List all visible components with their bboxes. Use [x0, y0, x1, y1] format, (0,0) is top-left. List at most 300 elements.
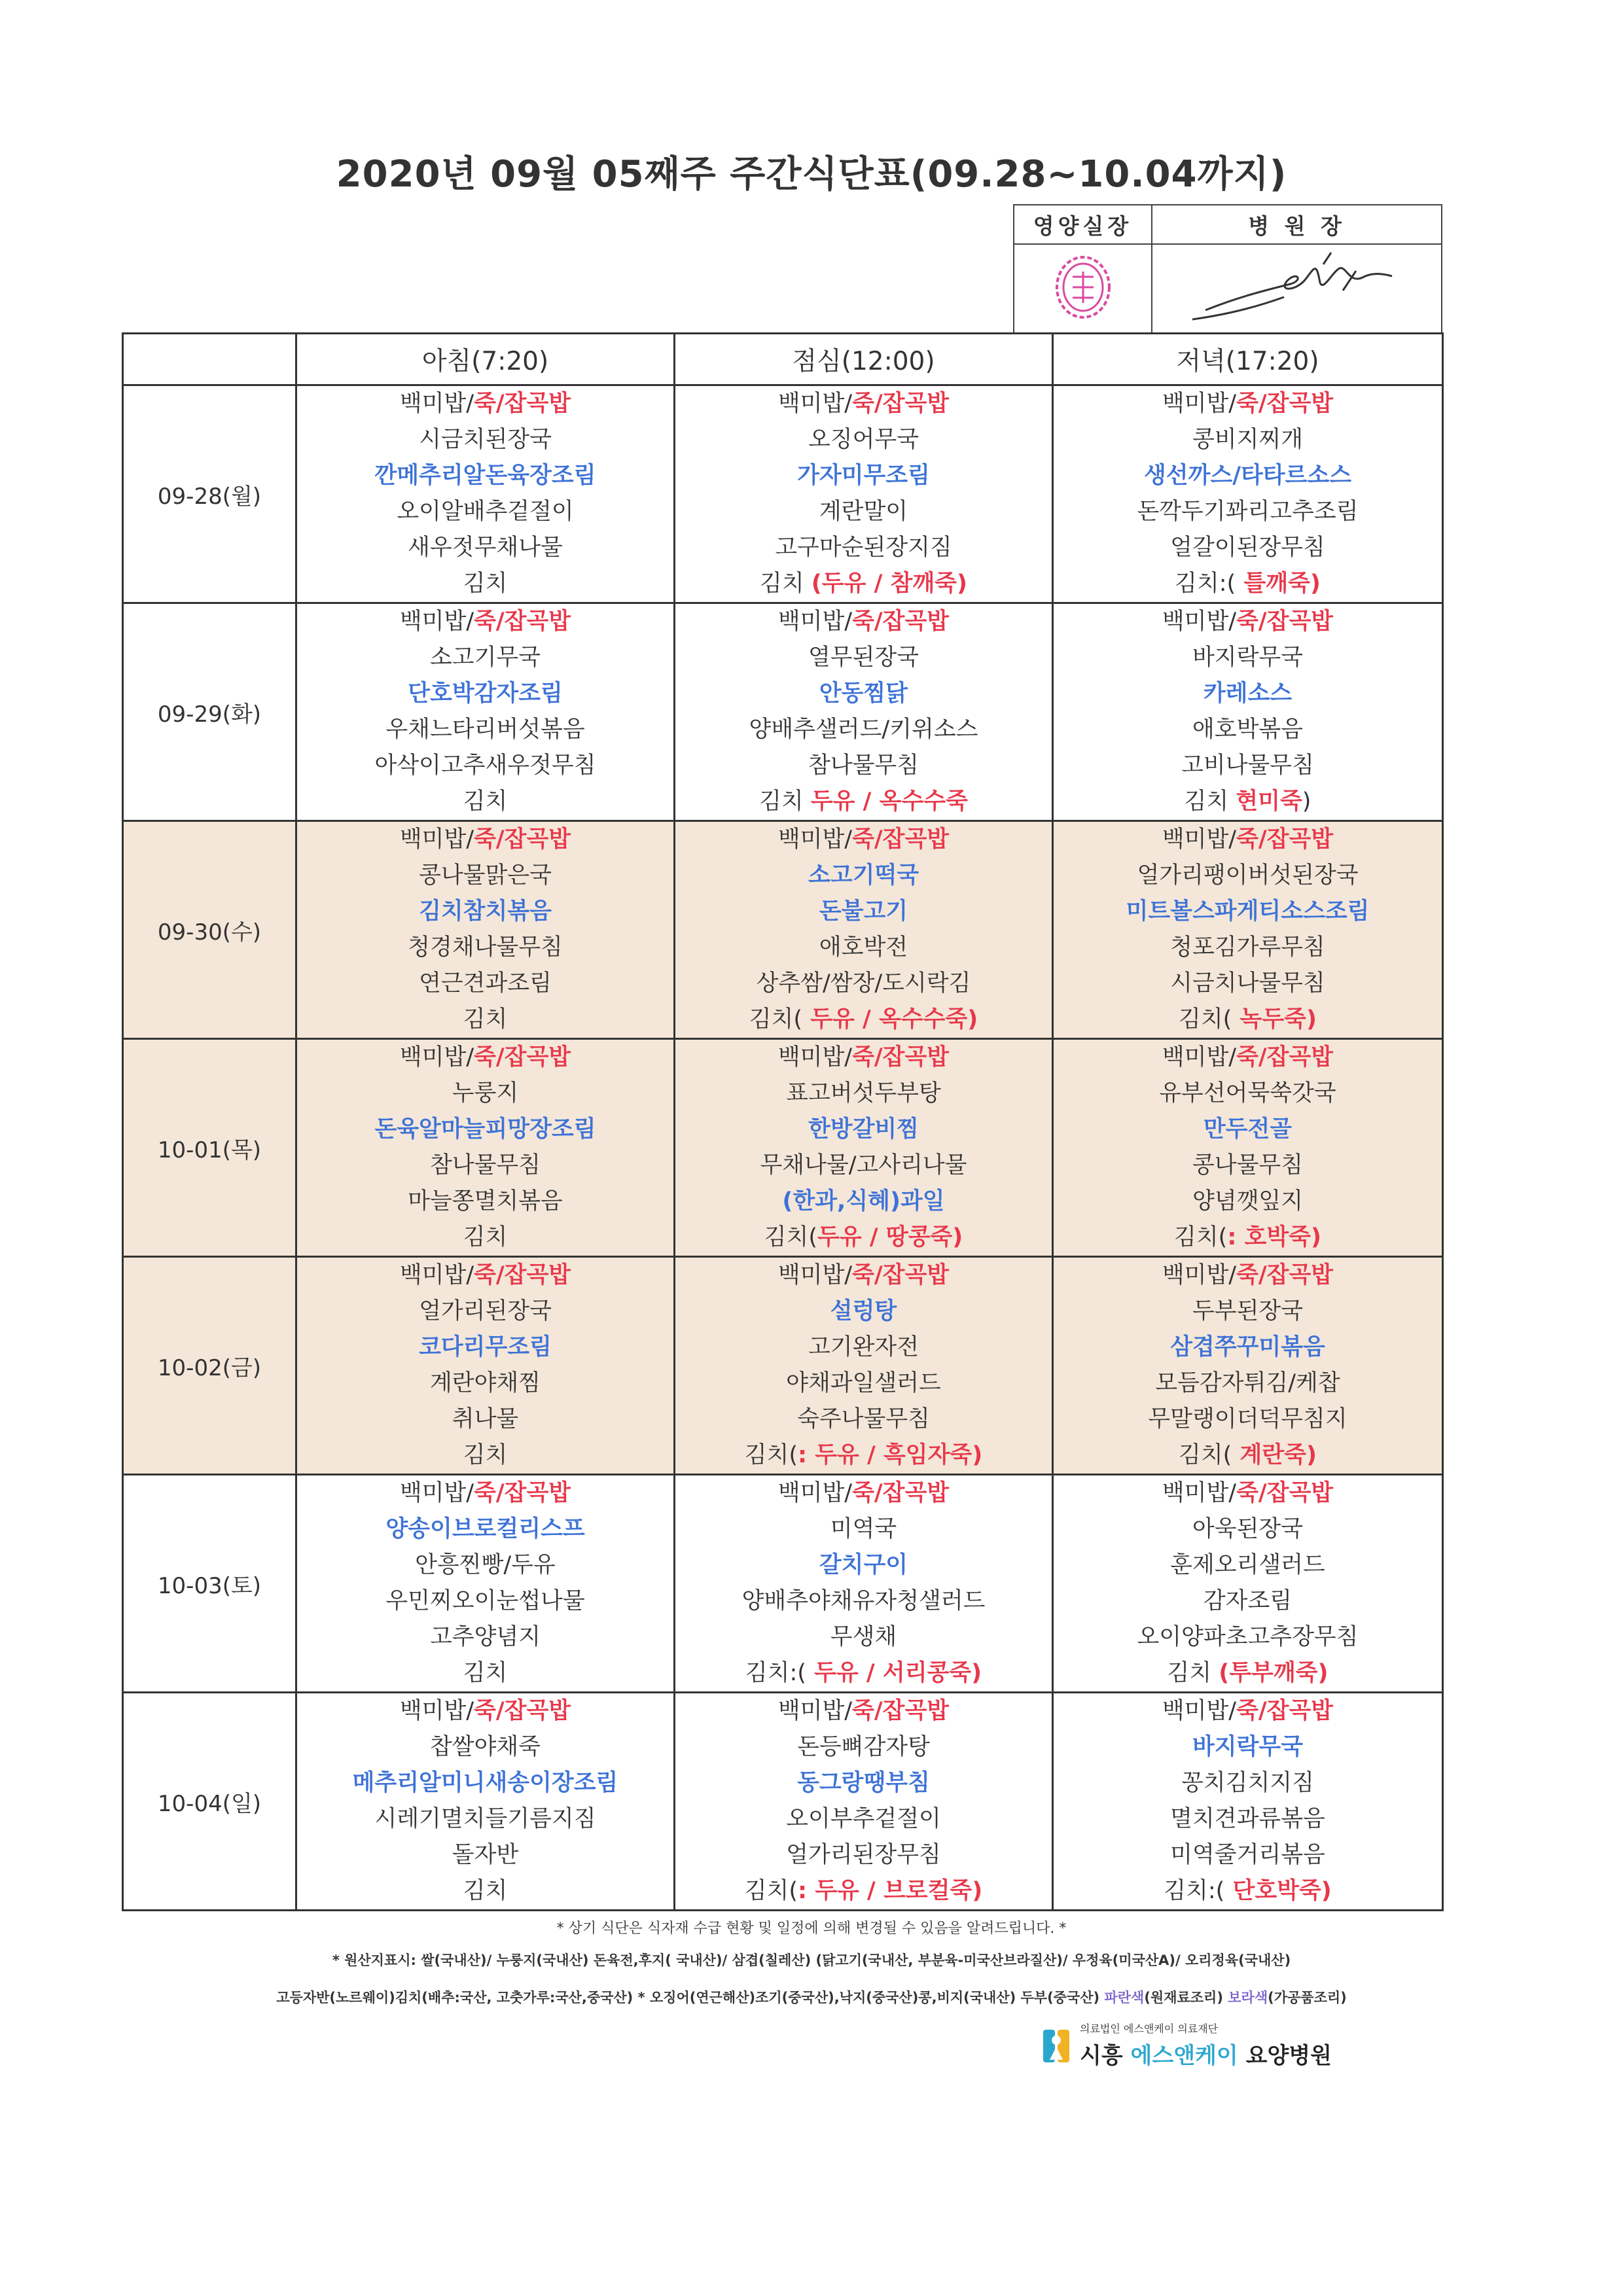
menu-item-text: 백미밥/ [399, 609, 474, 635]
menu-item [675, 1765, 1052, 1801]
menu-item-text: 미역줄거리볶음 [1170, 1842, 1325, 1868]
day-date-cell: 09-30(수) [123, 821, 296, 1039]
menu-item [297, 858, 673, 894]
change-notice: * 상기 식단은 식자재 수급 현황 및 일정에 의해 변경될 수 있음을 알려드립니다. * [556, 1920, 1067, 1937]
breakfast-menu-cell [296, 1693, 675, 1911]
breakfast-menu-cell [296, 821, 675, 1039]
nutrition-manager-stamp [1014, 244, 1152, 333]
hospital-logo-block [1042, 2015, 1332, 2074]
breakfast-menu-cell [296, 603, 675, 821]
menu-item [1054, 1619, 1442, 1655]
legend-blue-desc: (원재료조리) [1144, 1990, 1223, 2005]
menu-item [675, 1583, 1052, 1619]
origin-line-2-text: 고등자반(노르웨이)김치(배추:국산, 고춧가루:국산,중국산) * 오징어(연근해산)조기(중국산),낙지(중국산)콩,비지(국내산) 두부(중국산) [276, 1990, 1100, 2005]
menu-item-text: 설렁탕 [830, 1298, 897, 1324]
menu-item [675, 1366, 1052, 1402]
menu-item-text: 단호박죽) [1224, 1878, 1332, 1904]
menu-item-text: 메추리알미니새송이장조림 [352, 1770, 618, 1796]
menu-item-text: 죽/잡곡밥 [1236, 609, 1334, 635]
menu-item [675, 1258, 1052, 1294]
menu-item [297, 1294, 673, 1330]
menu-item-text: 야채과일샐러드 [786, 1370, 941, 1396]
menu-item [1054, 604, 1442, 640]
menu-item-text: 삼겹쭈꾸미볶음 [1170, 1334, 1325, 1360]
menu-item-text: 카레소스 [1203, 680, 1293, 707]
menu-item-text: 돈등뼈감자탕 [797, 1734, 930, 1760]
menu-item [675, 422, 1052, 458]
menu-item-text: 양배추야채유자청샐러드 [741, 1588, 986, 1614]
menu-item-text: 백미밥/ [1162, 1480, 1237, 1506]
menu-item-text: 죽/잡곡밥 [852, 391, 950, 417]
menu-item-text: 안동찜닭 [819, 680, 908, 707]
menu-item-text: 죽/잡곡밥 [474, 1044, 571, 1070]
menu-item [1054, 422, 1442, 458]
menu-item [297, 1220, 673, 1256]
menu-item-text: 청경채나물무침 [408, 934, 563, 961]
menu-item-text: 모듬감자튀김/케찹 [1155, 1370, 1340, 1396]
menu-day-row [123, 821, 1443, 1039]
menu-item-text: 양송이브로컬리스프 [385, 1516, 585, 1542]
menu-item-text: 돈육알마늘피망장조림 [374, 1116, 596, 1142]
menu-item-text: (한과,식혜)과일 [782, 1188, 945, 1214]
menu-item-text: 김치( [744, 1442, 798, 1468]
menu-item-text: (투부깨죽) [1219, 1660, 1329, 1686]
menu-item [675, 930, 1052, 966]
menu-item-text: 백미밥/ [399, 826, 474, 853]
menu-item-text: 소고기무국 [429, 645, 541, 671]
menu-item-text: 죽/잡곡밥 [1236, 826, 1334, 853]
menu-item-text: 김치 [463, 788, 508, 815]
day-date-cell: 10-02(금) [123, 1257, 296, 1475]
menu-item [297, 1076, 673, 1112]
signature-icon [1192, 245, 1402, 330]
menu-item-text: 죽/잡곡밥 [474, 609, 571, 635]
menu-item-text: 얼가리된장국 [419, 1298, 552, 1324]
menu-item-text: 죽/잡곡밥 [1236, 1044, 1334, 1070]
menu-item-text: 새우젓무채나물 [408, 535, 563, 561]
menu-item-text: 동그랑땡부침 [797, 1770, 930, 1796]
header-lunch: 점심(12:00) [675, 334, 1053, 385]
menu-item [675, 1655, 1052, 1691]
hospital-name-prefix: 시흥 [1080, 2043, 1131, 2069]
header-corner [123, 334, 296, 385]
menu-item [675, 1837, 1052, 1873]
header-dinner: 저녁(17:20) [1053, 334, 1443, 385]
menu-item [675, 494, 1052, 530]
menu-item [297, 1765, 673, 1801]
menu-item [675, 1619, 1052, 1655]
menu-item-text: 백미밥/ [399, 1044, 474, 1070]
menu-item-text: 오이알배추겉절이 [397, 499, 574, 525]
menu-item [1054, 494, 1442, 530]
menu-item-text: : 두유 / 흑임자죽) [798, 1442, 983, 1468]
menu-item [297, 1402, 673, 1438]
legend-purple-desc: (가공품조리) [1268, 1990, 1347, 2005]
menu-item [675, 1002, 1052, 1038]
menu-item [1054, 1873, 1442, 1909]
menu-item [1054, 1801, 1442, 1837]
menu-item-text: 돈깍두기꽈리고추조림 [1137, 499, 1359, 525]
menu-item-text: 애호박볶음 [1192, 716, 1304, 743]
hospital-subtitle: 의료법인 에스앤케이 의료재단 [1080, 2022, 1219, 2035]
lunch-menu-cell [675, 603, 1053, 821]
menu-item-text: 백미밥/ [777, 1698, 853, 1724]
menu-item-text: 찹쌀야채죽 [429, 1734, 541, 1760]
menu-item [1054, 966, 1442, 1002]
menu-item [1054, 1002, 1442, 1038]
menu-item-text: 김치 [759, 788, 811, 815]
menu-item-text: 훈제오리샐러드 [1170, 1552, 1325, 1578]
menu-item [1054, 930, 1442, 966]
menu-item-text: 죽/잡곡밥 [852, 1698, 950, 1724]
menu-item [297, 604, 673, 640]
menu-item-text: 단호박감자조림 [408, 680, 563, 707]
menu-item [1054, 1547, 1442, 1583]
menu-item-text: 무생채 [830, 1624, 897, 1650]
menu-day-row [123, 1257, 1443, 1475]
menu-item-text: 죽/잡곡밥 [852, 1262, 950, 1288]
menu-item [675, 784, 1052, 820]
approval-label-nutrition-manager: 영양실장 [1014, 205, 1152, 244]
menu-item [675, 1475, 1052, 1511]
menu-day-row [123, 385, 1443, 603]
menu-item-text: 김치( [744, 1878, 798, 1904]
approval-label-director: 병 원 장 [1152, 205, 1442, 244]
menu-item-text: 애호박전 [819, 934, 908, 961]
menu-item [1054, 1511, 1442, 1547]
menu-item-text: 죽/잡곡밥 [852, 609, 950, 635]
approval-box [1013, 204, 1442, 334]
menu-item [1054, 1366, 1442, 1402]
menu-item-text: 바지락무국 [1192, 645, 1304, 671]
menu-item-text: 김치:( [745, 1660, 806, 1686]
menu-item-text: 백미밥/ [1162, 391, 1237, 417]
menu-item [1054, 640, 1442, 676]
day-date-cell: 09-29(화) [123, 603, 296, 821]
menu-item [675, 530, 1052, 566]
menu-item-text: 김치:( [1164, 1878, 1225, 1904]
menu-item [297, 1366, 673, 1402]
menu-item-text: 김치 [1167, 1660, 1219, 1686]
menu-item-text: 계란말이 [819, 499, 908, 525]
menu-item-text: 김치:( [1175, 571, 1236, 597]
menu-item [297, 1655, 673, 1691]
menu-item-text: 고기완자전 [808, 1334, 919, 1360]
menu-item [297, 712, 673, 748]
menu-item [1054, 1076, 1442, 1112]
menu-item-text: 백미밥/ [1162, 826, 1237, 853]
menu-item-text: 죽/잡곡밥 [852, 826, 950, 853]
menu-item-text: 연근견과조림 [419, 970, 552, 997]
lunch-menu-cell [675, 1257, 1053, 1475]
menu-item [1054, 894, 1442, 930]
legend-purple-label: 보라색 [1228, 1990, 1268, 2005]
menu-item [297, 748, 673, 784]
hospital-name-suffix: 요양병원 [1238, 2043, 1332, 2069]
menu-item-text: 김치 [463, 1442, 508, 1468]
menu-item-text: 백미밥/ [399, 391, 474, 417]
menu-item-text: 한방갈비찜 [808, 1116, 919, 1142]
lunch-menu-cell [675, 1475, 1053, 1693]
menu-item-text: 김치( [1179, 1006, 1232, 1033]
menu-item-text: 김치 [463, 1006, 508, 1033]
menu-body [123, 385, 1443, 1911]
menu-item [1054, 676, 1442, 712]
menu-item-text: 아욱된장국 [1192, 1516, 1304, 1542]
breakfast-menu-cell [296, 385, 675, 603]
menu-item [675, 1220, 1052, 1256]
menu-item [1054, 1294, 1442, 1330]
menu-item-text: 백미밥/ [1162, 1262, 1237, 1288]
menu-item [297, 1148, 673, 1184]
menu-item-text: 상추쌈/쌈장/도시락김 [756, 970, 971, 997]
breakfast-menu-cell [296, 1039, 675, 1257]
menu-item [675, 1112, 1052, 1148]
menu-item [675, 822, 1052, 858]
menu-item-text: 숙주나물무침 [797, 1406, 930, 1432]
dinner-menu-cell [1053, 603, 1443, 821]
menu-item [675, 894, 1052, 930]
menu-item-text: 참나물무침 [808, 752, 919, 779]
menu-item [675, 1693, 1052, 1729]
menu-item [675, 1330, 1052, 1366]
menu-item [297, 530, 673, 566]
menu-item-text: 김치 [463, 1878, 508, 1904]
menu-item [297, 1619, 673, 1655]
menu-item [297, 1040, 673, 1076]
breakfast-menu-cell [296, 1257, 675, 1475]
day-date-cell: 10-01(목) [123, 1039, 296, 1257]
menu-item [1054, 530, 1442, 566]
menu-item-text: 양배추샐러드/키위소스 [749, 716, 978, 743]
menu-item-text: 오이부추겉절이 [786, 1806, 941, 1832]
menu-item-text: 취나물 [452, 1406, 519, 1432]
menu-item [675, 458, 1052, 494]
menu-item [675, 1294, 1052, 1330]
menu-item [1054, 712, 1442, 748]
menu-item [1054, 1693, 1442, 1729]
menu-item [675, 640, 1052, 676]
menu-item [1054, 1729, 1442, 1765]
dinner-menu-cell [1053, 1693, 1443, 1911]
menu-item-text: 죽/잡곡밥 [474, 1480, 571, 1506]
menu-item [675, 1801, 1052, 1837]
menu-item [1054, 1837, 1442, 1873]
menu-item-text: 미역국 [830, 1516, 897, 1542]
menu-item-text: 콩나물맑은국 [419, 862, 552, 889]
menu-item [297, 422, 673, 458]
menu-item-text: 시금치나물무침 [1170, 970, 1325, 997]
header-breakfast: 아침(7:20) [296, 334, 675, 385]
menu-item [1054, 784, 1442, 820]
menu-item-text: 만두전골 [1203, 1116, 1293, 1142]
menu-item [675, 1076, 1052, 1112]
menu-item-text: 김치( [749, 1006, 803, 1033]
menu-item-text: 두유 / 옥수수죽) [802, 1006, 978, 1033]
menu-item-text: 백미밥/ [777, 391, 853, 417]
menu-item-text: 죽/잡곡밥 [852, 1480, 950, 1506]
menu-item [1054, 1148, 1442, 1184]
day-date-cell: 09-28(월) [123, 385, 296, 603]
origin-line-1: * 원산지표시: 쌀(국내산)/ 누룽지(국내산) 돈육전,후지( 국내산)/ 삼겹(칠레산) (닭고기(국내산, 부분육-미국산브라질산)/ 우정육(미국산A)/ 오리정육(국내산) [332, 1952, 1291, 1968]
menu-item-text: 김치참치볶음 [419, 898, 552, 925]
menu-item-text: 표고버섯두부탕 [786, 1080, 941, 1106]
menu-item-text: 가자미무조림 [797, 463, 930, 489]
menu-item [297, 966, 673, 1002]
menu-item-text: 돌자반 [452, 1842, 519, 1868]
menu-item-text: 꽁치김치지짐 [1181, 1770, 1314, 1796]
menu-item-text: 김치( [764, 1224, 818, 1250]
menu-item [1054, 1220, 1442, 1256]
menu-item-text: 백미밥/ [399, 1480, 474, 1506]
menu-item [297, 494, 673, 530]
menu-item-text: 고비나물무침 [1181, 752, 1314, 779]
lunch-menu-cell [675, 1693, 1053, 1911]
menu-item-text: 백미밥/ [399, 1262, 474, 1288]
menu-item-text: 소고기떡국 [808, 862, 919, 889]
seal-stamp-icon [1044, 248, 1122, 327]
dinner-menu-cell [1053, 821, 1443, 1039]
menu-item [1054, 1765, 1442, 1801]
dinner-menu-cell [1053, 1257, 1443, 1475]
menu-day-row [123, 1039, 1443, 1257]
menu-item-text: 김치 [463, 1660, 508, 1686]
menu-item-text: 얼가리팽이버섯된장국 [1137, 862, 1359, 889]
menu-item-text: 두유 / 땅콩죽) [817, 1224, 963, 1250]
menu-item [1054, 458, 1442, 494]
menu-item-text: 죽/잡곡밥 [474, 1262, 571, 1288]
menu-item [297, 1693, 673, 1729]
dinner-menu-cell [1053, 1039, 1443, 1257]
menu-item-text: 죽/잡곡밥 [1236, 1262, 1334, 1288]
menu-item [1054, 822, 1442, 858]
menu-item [297, 1837, 673, 1873]
menu-item-text: 열무된장국 [808, 645, 919, 671]
menu-item-text: 죽/잡곡밥 [474, 1698, 571, 1724]
menu-item [297, 1511, 673, 1547]
menu-item [675, 712, 1052, 748]
director-signature [1152, 244, 1442, 333]
menu-item [297, 386, 673, 422]
menu-item [297, 1729, 673, 1765]
menu-item [1054, 1655, 1442, 1691]
menu-item [675, 1438, 1052, 1474]
menu-item-text: 갈치구이 [819, 1552, 908, 1578]
menu-item [675, 858, 1052, 894]
menu-item [297, 676, 673, 712]
menu-item-text: 아삭이고추새우젓무침 [374, 752, 596, 779]
menu-item [297, 1583, 673, 1619]
menu-item-text: 현미죽 [1236, 788, 1302, 815]
breakfast-menu-cell [296, 1475, 675, 1693]
menu-item-text: 죽/잡곡밥 [1236, 1480, 1334, 1506]
menu-item-text: 고추양념지 [429, 1624, 541, 1650]
menu-item [297, 1438, 673, 1474]
menu-item-text: 백미밥/ [777, 609, 853, 635]
menu-item-text: 김치 [463, 571, 508, 597]
menu-item-text: ) [1302, 788, 1311, 815]
menu-item [675, 566, 1052, 602]
menu-item [1054, 1258, 1442, 1294]
menu-item [675, 1547, 1052, 1583]
menu-item [675, 604, 1052, 640]
lunch-menu-cell [675, 1039, 1053, 1257]
menu-item-text: 참나물무침 [429, 1152, 541, 1178]
menu-item-text: 김치 [463, 1224, 508, 1250]
menu-item-text: 감자조림 [1203, 1588, 1293, 1614]
menu-item-text: 두부된장국 [1192, 1298, 1304, 1324]
menu-item-text: 백미밥/ [399, 1698, 474, 1724]
menu-item-text: : 호박죽) [1227, 1224, 1321, 1250]
menu-item-text: 우채느타리버섯볶음 [385, 716, 585, 743]
menu-item-text: 녹두죽) [1232, 1006, 1317, 1033]
menu-item [297, 822, 673, 858]
dinner-menu-cell [1053, 385, 1443, 603]
menu-item-text: 죽/잡곡밥 [474, 826, 571, 853]
menu-item [675, 1873, 1052, 1909]
menu-item-text: 고구마순된장지짐 [775, 535, 952, 561]
menu-item [297, 1112, 673, 1148]
menu-day-row [123, 603, 1443, 821]
menu-item-text: 콩나물무침 [1192, 1152, 1304, 1178]
menu-item-text: 백미밥/ [777, 826, 853, 853]
menu-item-text: 무채나물/고사리나물 [760, 1152, 967, 1178]
menu-item-text: 오징어무국 [808, 427, 919, 453]
page-title: 2020년 09월 05째주 주간식단표(09.28~10.04까지) [336, 153, 1287, 196]
menu-item [297, 1475, 673, 1511]
menu-item-text: 안흥찐빵/두유 [415, 1552, 556, 1578]
lunch-menu-cell [675, 821, 1053, 1039]
menu-item-text: 죽/잡곡밥 [852, 1044, 950, 1070]
menu-item [1054, 1184, 1442, 1220]
menu-item-text: 시레기멸치들기름지짐 [374, 1806, 596, 1832]
menu-item [675, 966, 1052, 1002]
menu-item [1054, 386, 1442, 422]
day-date-cell: 10-04(일) [123, 1693, 296, 1911]
menu-item [1054, 1475, 1442, 1511]
menu-item [675, 1040, 1052, 1076]
menu-item-text: 계란야채찜 [429, 1370, 541, 1396]
menu-item [297, 1002, 673, 1038]
menu-item-text: 백미밥/ [777, 1480, 853, 1506]
menu-item [297, 930, 673, 966]
menu-item-text: 김치 [760, 571, 812, 597]
menu-item-text: 백미밥/ [1162, 1044, 1237, 1070]
menu-item-text: 김치 [1184, 788, 1236, 815]
hospital-name-brand: 에스앤케이 [1130, 2043, 1238, 2069]
menu-item-text: 죽/잡곡밥 [1236, 1698, 1334, 1724]
legend-blue-label: 파란색 [1104, 1990, 1145, 2005]
menu-item-text: 깐메추리알돈육장조림 [374, 463, 596, 489]
origin-line-2 [0, 1987, 1623, 2007]
menu-item-text: 죽/잡곡밥 [474, 391, 571, 417]
menu-item-text: 김치( [1179, 1442, 1232, 1468]
menu-item-text: 틀깨죽) [1236, 571, 1321, 597]
menu-item-text: 누룽지 [452, 1080, 519, 1106]
menu-item [297, 640, 673, 676]
menu-item-text: (두유 / 참깨죽) [811, 571, 967, 597]
menu-item [1054, 566, 1442, 602]
day-date-cell: 10-03(토) [123, 1475, 296, 1693]
menu-item [675, 386, 1052, 422]
menu-item [675, 1511, 1052, 1547]
menu-item-text: 유부선어묵쑥갓국 [1159, 1080, 1336, 1106]
menu-item-text: 미트볼스파게티소스조림 [1126, 898, 1370, 925]
menu-item-text: : 두유 / 브로컬죽) [798, 1878, 983, 1904]
dinner-menu-cell [1053, 1475, 1443, 1693]
menu-item [675, 1148, 1052, 1184]
menu-item [297, 458, 673, 494]
